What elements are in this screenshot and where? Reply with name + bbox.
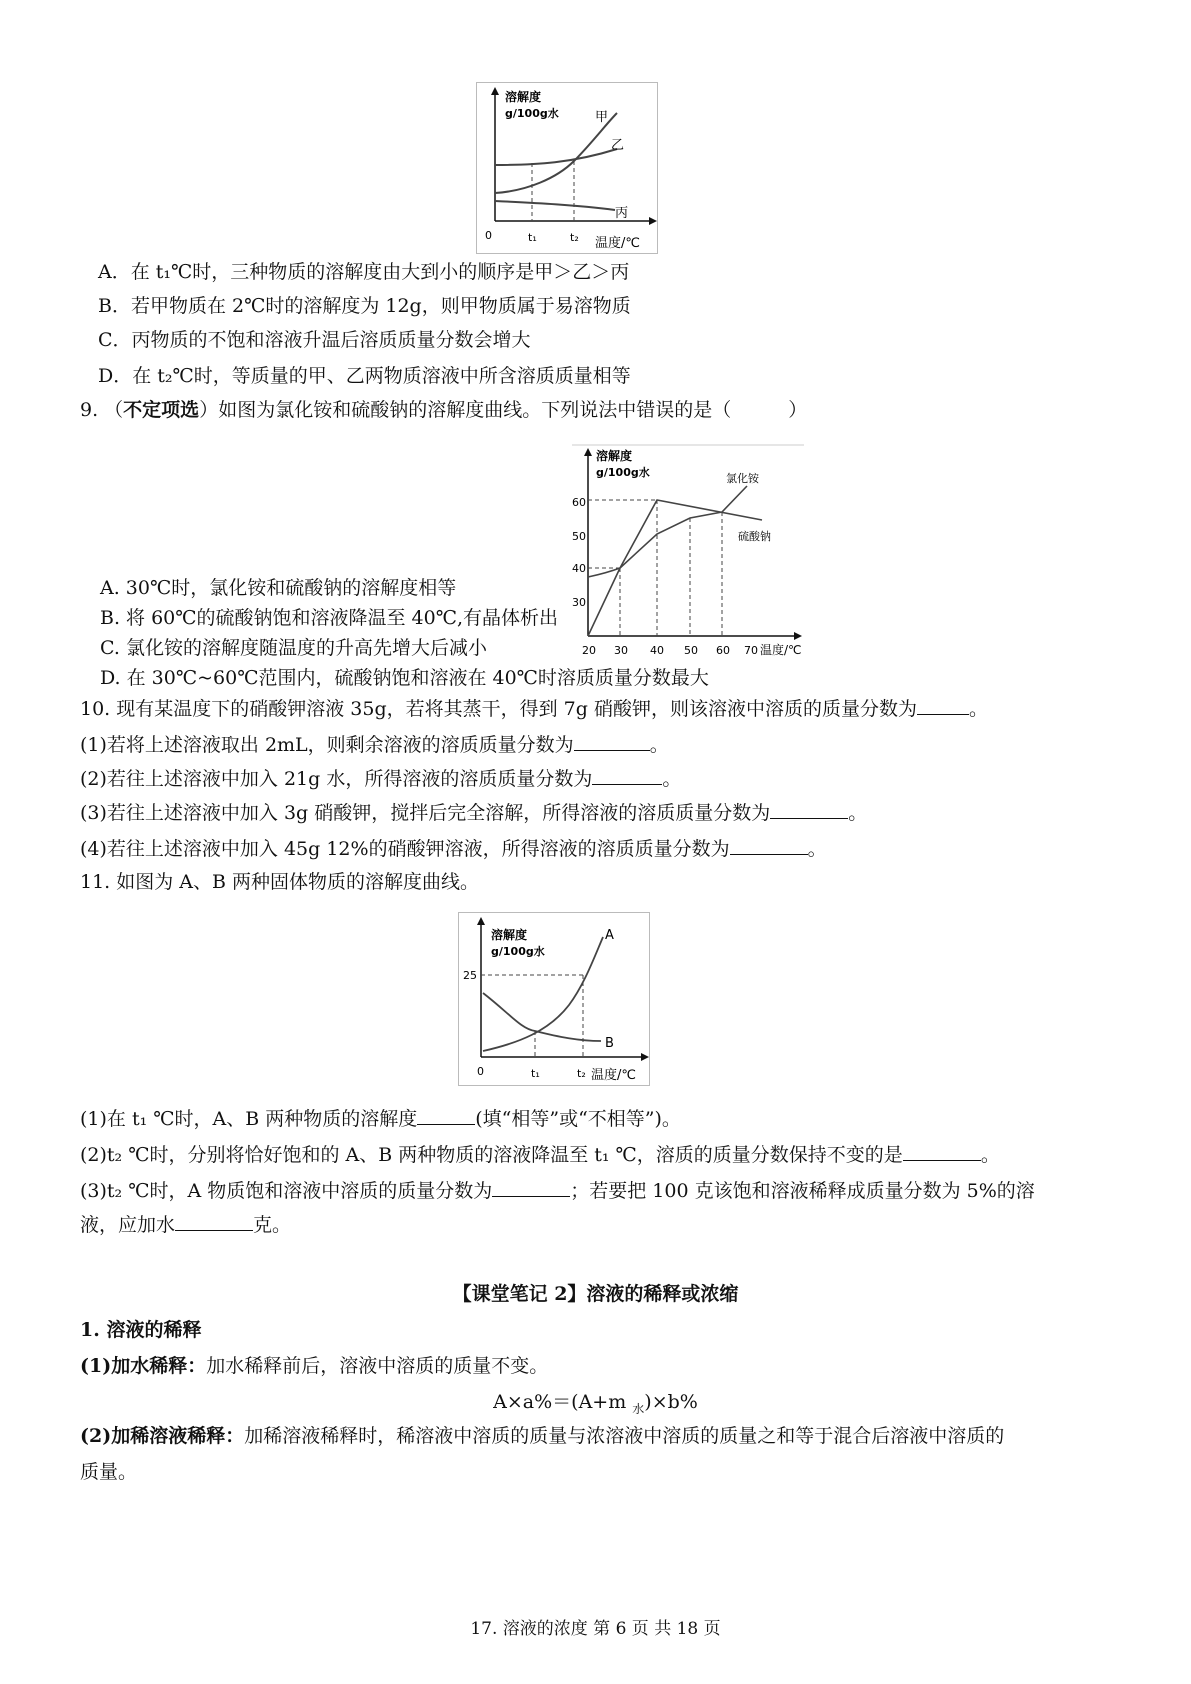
xtick-70: 70 (744, 644, 758, 657)
q10-sub-1: (1)若将上述溶液取出 2mL，则剩余溶液的溶质质量分数为 。 (80, 730, 669, 759)
q10-sub-2: (2)若往上述溶液中加入 21g 水，所得溶液的溶质质量分数为 。 (80, 764, 681, 793)
xtick-30: 30 (614, 644, 628, 657)
answer-blank[interactable] (770, 798, 848, 819)
q9-option-b: B. 将 60℃的硫酸钠饱和溶液降温至 40℃,有晶体析出 (100, 607, 559, 629)
answer-blank[interactable] (574, 730, 650, 751)
q10-sub-4: (4)若往上述溶液中加入 45g 12%的硝酸钾溶液，所得溶液的溶质质量分数为 。 (80, 834, 827, 863)
svg-text:g/100g水: g/100g水 (491, 945, 545, 958)
q10-stem: 10. 现有某温度下的硝酸钾溶液 35g，若将其蒸干，得到 7g 硝酸钾，则该溶液中溶质的质量分数为 。 (80, 694, 988, 723)
ytick-40: 40 (572, 562, 586, 575)
q8-option-b: B．若甲物质在 2℃时的溶解度为 12g，则甲物质属于易溶物质 (98, 295, 631, 317)
tick-t2: t₂ (570, 231, 579, 244)
x-label: 温度/℃ (760, 643, 802, 657)
ytick-25: 25 (463, 969, 477, 982)
q11-sub-3: (3)t₂ ℃时，A 物质饱和溶液中溶质的质量分数为 ；若要把 100 克该饱和溶液稀释成质量分数为 5%的溶 (80, 1176, 1035, 1205)
curve-yi (495, 149, 617, 165)
q11-stem: 11. 如图为 A、B 两种固体物质的溶解度曲线。 (80, 871, 480, 893)
y-unit: g/100g水 (505, 107, 559, 120)
origin-label: 0 (485, 229, 492, 242)
xtick-50: 50 (684, 644, 698, 657)
answer-blank[interactable] (417, 1104, 475, 1125)
x-label: 温度/℃ (595, 236, 640, 251)
label-b: B (605, 1036, 614, 1051)
subheading-dilution: 1. 溶液的稀释 (80, 1319, 202, 1341)
q8-option-d: D．在 t₂℃时，等质量的甲、乙两物质溶液中所含溶质质量相等 (98, 365, 631, 387)
curve-na2so4 (588, 500, 762, 577)
tick-t1: t₁ (531, 1067, 540, 1080)
q11-sub-1: (1)在 t₁ ℃时，A、B 两种物质的溶解度 (填“相等”或“不相等”)。 (80, 1104, 681, 1133)
paragraph-solution-dilution-cont: 质量。 (80, 1461, 138, 1483)
figure-solubility-nh4cl-na2so4 (572, 444, 804, 662)
answer-blank[interactable] (592, 764, 662, 785)
answer-blank[interactable] (917, 694, 969, 715)
label-bing: 丙 (615, 206, 629, 221)
paragraph-solution-dilution: (2)加稀溶液稀释：加稀溶液稀释时，稀溶液中溶质的质量与浓溶液中溶质的质量之和等于混合后溶液中溶质的 (80, 1425, 1005, 1447)
xtick-20: 20 (582, 644, 596, 657)
q8-option-a: A．在 t₁℃时，三种物质的溶解度由大到小的顺序是甲＞乙＞丙 (98, 261, 630, 283)
y-label: 溶解度 (505, 90, 542, 104)
svg-text:溶解度: 溶解度 (596, 449, 633, 463)
figure-solubility-jia-yi-bing (476, 82, 658, 254)
q9-stem: 9. （不定项选）如图为氯化铵和硫酸钠的溶解度曲线。下列说法中错误的是（ ） (80, 399, 808, 421)
label-na2so4: 硫酸钠 (738, 530, 771, 543)
answer-blank[interactable] (730, 834, 808, 855)
answer-blank[interactable] (903, 1140, 981, 1161)
q9-tag: 不定项选 (123, 399, 200, 421)
q11-sub-3-cont: 液，应加水 克。 (80, 1210, 291, 1239)
x-label: 温度/℃ (591, 1068, 636, 1083)
xtick-60: 60 (716, 644, 730, 657)
section-heading: 【课堂笔记 2】溶液的稀释或浓缩 (452, 1283, 739, 1305)
formula: A×a%＝(A+m $_水$)×b% (493, 1391, 698, 1416)
q11-sub-2: (2)t₂ ℃时，分别将恰好饱和的 A、B 两种物质的溶液降温至 t₁ ℃，溶质的质量分数保持不变的是 。 (80, 1140, 1000, 1169)
svg-text:溶解度: 溶解度 (491, 928, 528, 942)
label-a: A (605, 928, 614, 943)
tick-t2: t₂ (577, 1067, 586, 1080)
svg-text:g/100g水: g/100g水 (596, 466, 650, 479)
curve-jia (495, 113, 617, 193)
q9-option-a: A. 30℃时，氯化铵和硫酸钠的溶解度相等 (100, 577, 457, 599)
answer-blank[interactable] (492, 1176, 570, 1197)
curve-bing (495, 201, 615, 210)
xtick-40: 40 (650, 644, 664, 657)
curve-nh4cl (588, 486, 747, 636)
origin-label: 0 (477, 1065, 484, 1078)
paragraph-water-dilution: (1)加水稀释：加水稀释前后，溶液中溶质的质量不变。 (80, 1355, 549, 1377)
q8-option-c: C．丙物质的不饱和溶液升温后溶质质量分数会增大 (98, 329, 531, 351)
figure-solubility-a-b (458, 912, 650, 1086)
label-nh4cl: 氯化铵 (726, 472, 759, 485)
label-jia: 甲 (595, 110, 609, 125)
page-footer: 17. 溶液的浓度 第 6 页 共 18 页 (470, 1619, 721, 1639)
q9-option-d: D. 在 30℃~60℃范围内，硫酸钠饱和溶液在 40℃时溶质质量分数最大 (100, 667, 709, 689)
ytick-30: 30 (572, 596, 586, 609)
ytick-50: 50 (572, 530, 586, 543)
q9-option-c: C. 氯化铵的溶解度随温度的升高先增大后减小 (100, 637, 487, 659)
tick-t1: t₁ (528, 231, 537, 244)
answer-blank[interactable] (175, 1210, 253, 1231)
ytick-60: 60 (572, 496, 586, 509)
q10-sub-3: (3)若往上述溶液中加入 3g 硝酸钾，搅拌后完全溶解，所得溶液的溶质质量分数为 。 (80, 798, 867, 827)
label-yi: 乙 (611, 138, 625, 153)
